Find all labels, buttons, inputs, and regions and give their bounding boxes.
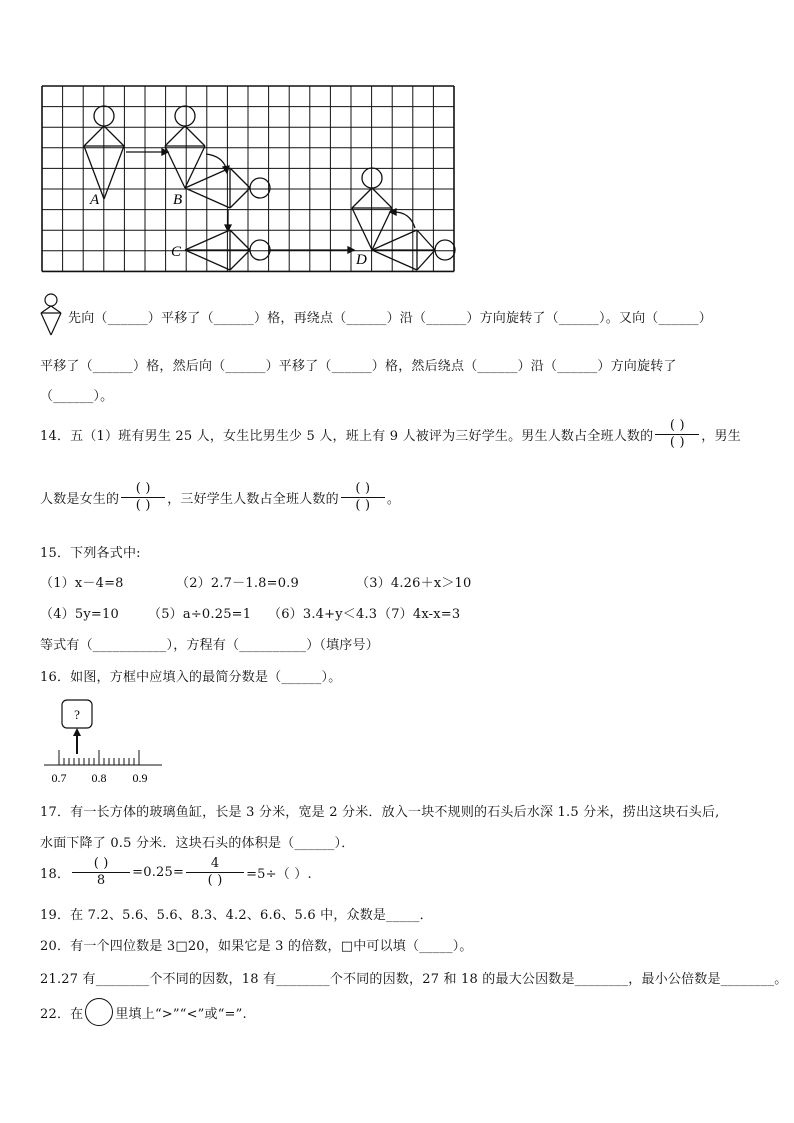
- fraction-numerator: 4: [210, 856, 220, 871]
- transformation-grid-figure: [40, 84, 458, 276]
- q14-text1: 14．五（1）班有男生 25 人，女生比男生少 5 人，班上有 9 人被评为三好学生。男生人数占全班人数的: [40, 429, 654, 444]
- q14-text2c: 。: [386, 492, 401, 507]
- question-box-mark: ?: [74, 707, 80, 722]
- q17-line1: 17．有一长方体的玻璃鱼缸，长是 3 分米，宽是 2 分米．放入一块不规则的石头后水深 1.5 分米，捞出这块石头后,: [40, 805, 720, 820]
- q15-answer: 等式有（___________），方程有（__________）（填序号）: [40, 638, 379, 653]
- q14-text1-end: ，男生: [701, 429, 741, 444]
- fraction-numerator: ( ): [669, 418, 685, 433]
- tick-label-0.8: 0.8: [91, 771, 107, 785]
- shape-D: [352, 168, 455, 270]
- tick-label-0.7: 0.7: [51, 771, 67, 785]
- q13-line3: （______）。: [40, 389, 114, 404]
- q18-fraction-1: [72, 856, 130, 889]
- fraction-denominator: ( ): [207, 873, 223, 888]
- q14-text2b: ，三好学生人数占全班人数的: [167, 492, 339, 507]
- q14-line1: [40, 418, 741, 451]
- fraction-numerator: ( ): [355, 481, 371, 496]
- q14-text2a: 人数是女生的: [40, 492, 120, 507]
- q20-text: 20．有一个四位数是 3□20，如果它是 3 的倍数，□中可以填（_____）。: [40, 939, 473, 954]
- fraction-numerator: ( ): [135, 481, 151, 496]
- q15-item-5: （5）a÷0.25=1: [148, 607, 252, 622]
- q22-line: [40, 998, 247, 1026]
- q15-item-4: （4）5y=10: [40, 607, 119, 622]
- q18-end: =5÷（ ）.: [246, 867, 312, 882]
- q15-item-2: （2）2.7－1.8=0.9: [176, 576, 299, 591]
- q14-line2: [40, 481, 400, 514]
- q18-label: 18．: [40, 867, 71, 882]
- number-line-figure: [40, 696, 170, 788]
- label-D: D: [356, 252, 367, 268]
- grid-lines: [42, 86, 454, 271]
- fraction-denominator: ( ): [135, 498, 151, 513]
- fraction-denominator: 8: [96, 873, 106, 888]
- tick-label-0.9: 0.9: [132, 771, 148, 785]
- q14-fraction-1: [655, 418, 699, 451]
- q13-line2: 平移了（______）格，然后向（______）平移了（______）格，然后绕点（______）沿（______）方向旋转了: [40, 359, 677, 374]
- figure-shape-icon: [38, 293, 64, 337]
- q18-fraction-2: [186, 856, 244, 889]
- q15-title: 15．下列各式中:: [40, 546, 141, 561]
- label-B: B: [173, 192, 183, 208]
- q22-post: 里填上“>”“<”或“=”.: [115, 1006, 247, 1022]
- fraction-denominator: ( ): [669, 435, 685, 450]
- q22-pre: 22．在: [40, 1006, 84, 1022]
- label-A: A: [90, 192, 100, 208]
- fraction-numerator: ( ): [93, 856, 109, 871]
- q14-fraction-2: [121, 481, 165, 514]
- label-C: C: [171, 244, 182, 260]
- q15-item-1: （1）x－4=8: [40, 576, 124, 591]
- q14-fraction-3: [341, 481, 385, 514]
- fraction-denominator: ( ): [355, 498, 371, 513]
- answer-circle[interactable]: [85, 998, 113, 1026]
- q13-line1: 先向（______）平移了（______）格，再绕点（______）沿（______）方向旋转了（______）。又向（______）: [68, 311, 712, 326]
- number-line-ticks: [59, 750, 139, 765]
- q16-text: 16．如图，方框中应填入的最简分数是（______）。: [40, 670, 342, 685]
- q18-line: [40, 856, 312, 889]
- q15-item-3: （3）4.26＋x＞10: [356, 576, 472, 591]
- q19-text: 19．在 7.2、5.6、5.6、8.3、4.2、6.6、5.6 中，众数是_____．: [40, 908, 433, 923]
- q17-line2: 水面下降了 0.5 分米．这块石头的体积是（______）．: [40, 836, 355, 851]
- q15-item-7: （7）4x-x=3: [378, 607, 461, 622]
- q15-item-6: （6）3.4+y＜4.3: [268, 607, 378, 622]
- q21-text: 21.27 有________个不同的因数，18 有________个不同的因数，27 和 18 的最大公因数是________，最小公倍数是________。: [40, 972, 788, 987]
- q18-mid: =0.25=: [132, 865, 185, 880]
